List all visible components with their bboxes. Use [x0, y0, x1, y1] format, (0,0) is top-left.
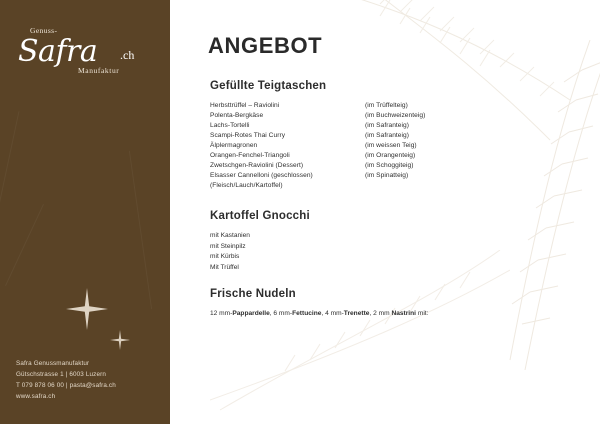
sidebar-deco-line-2 [129, 151, 152, 310]
item-dough: (im weissen Teig) [365, 142, 417, 149]
noodle-name: Fettucine [292, 310, 322, 317]
menu-line: mit Steinpilz [210, 242, 246, 250]
item-dough: (im Orangenteig) [365, 152, 416, 159]
menu-row [210, 181, 580, 191]
sidebar-deco-line-3 [5, 204, 44, 286]
logo-tld: .ch [120, 48, 135, 62]
section-title: Frische Nudeln [210, 288, 296, 300]
item-name: Älplermagronen [210, 142, 258, 149]
noodle-name: Nastrini [391, 310, 416, 317]
item-name: Herbsttrüffel – Raviolini [210, 102, 280, 109]
footer-company: Safra Genussmanufaktur [16, 360, 90, 367]
noodle-sep: , [269, 310, 274, 317]
menu-content [170, 0, 600, 424]
section-gefuellte-teigtaschen [210, 80, 580, 191]
sidebar-deco-line-1 [0, 111, 19, 229]
item-name: (Fleisch/Lauch/Kartoffel) [210, 182, 283, 189]
footer-contact[interactable]: T 079 878 06 00 | pasta@safra.ch [16, 382, 116, 389]
item-name: Polenta-Bergkäse [210, 112, 264, 119]
item-name: Scampi-Rotes Thai Curry [210, 132, 286, 139]
page-title: ANGEBOT [208, 33, 323, 58]
menu-row [210, 101, 580, 111]
noodle-size: 12 mm- [210, 310, 233, 317]
item-dough: (im Trüffelteig) [365, 102, 408, 109]
star-large-icon [66, 288, 108, 330]
item-name: Orangen-Fenchel-Triangoli [210, 152, 290, 159]
watermark-branch-bottom [210, 250, 510, 424]
star-small-icon [110, 330, 130, 350]
item-dough: (im Schoggiteig) [365, 162, 414, 169]
footer-website[interactable]: www.safra.ch [16, 393, 56, 400]
menu-line: mit Kastanien [210, 232, 250, 239]
menu-row [210, 121, 580, 131]
item-dough [365, 181, 485, 191]
menu-row [210, 171, 580, 181]
noodle-sep: , [321, 310, 326, 317]
menu-row [210, 141, 580, 151]
footer-address: Gütschstrasse 1 | 6003 Luzern [16, 371, 106, 378]
menu-line: mit Kürbis [210, 253, 240, 260]
item-dough: (im Safranteig) [365, 122, 409, 129]
noodle-size: 6 mm- [273, 310, 293, 317]
noodle-name: Trenette [343, 310, 370, 317]
brand-sidebar [0, 0, 170, 424]
logo-genuss-text: Genuss- [30, 26, 58, 35]
menu-row [210, 161, 580, 171]
menu-line: Mit Trüffel [210, 263, 239, 271]
item-dough: (im Spinatteig) [365, 172, 409, 179]
noodle-size: 4 mm- [325, 310, 344, 317]
item-dough: (im Safranteig) [365, 132, 409, 139]
noodle-sep: , [369, 310, 374, 317]
item-name: Lachs-Tortelli [210, 122, 250, 129]
logo-wordmark: Safra [18, 34, 98, 69]
noodle-size: 2 mm [373, 310, 392, 317]
contact-footer [16, 358, 116, 402]
menu-row [210, 151, 580, 161]
menu-row [210, 111, 580, 121]
section-title: Gefüllte Teigtaschen [210, 80, 327, 92]
logo-manufaktur-text: Manufaktur [78, 66, 120, 75]
section-frische-nudeln [210, 288, 580, 319]
item-dough: (im Buchweizenteig) [365, 112, 426, 119]
menu-row [210, 131, 580, 141]
noodle-sizes-line [210, 309, 580, 319]
noodle-name: Pappardelle [232, 310, 270, 317]
item-name: Zwetschgen-Raviolini (Dessert) [210, 162, 304, 169]
section-kartoffel-gnocchi [210, 210, 580, 273]
logo[interactable] [16, 26, 156, 82]
section-title: Kartoffel Gnocchi [210, 210, 310, 222]
item-name: Elsasser Cannelloni (geschlossen) [210, 172, 313, 179]
noodle-sep: mit: [416, 310, 429, 317]
